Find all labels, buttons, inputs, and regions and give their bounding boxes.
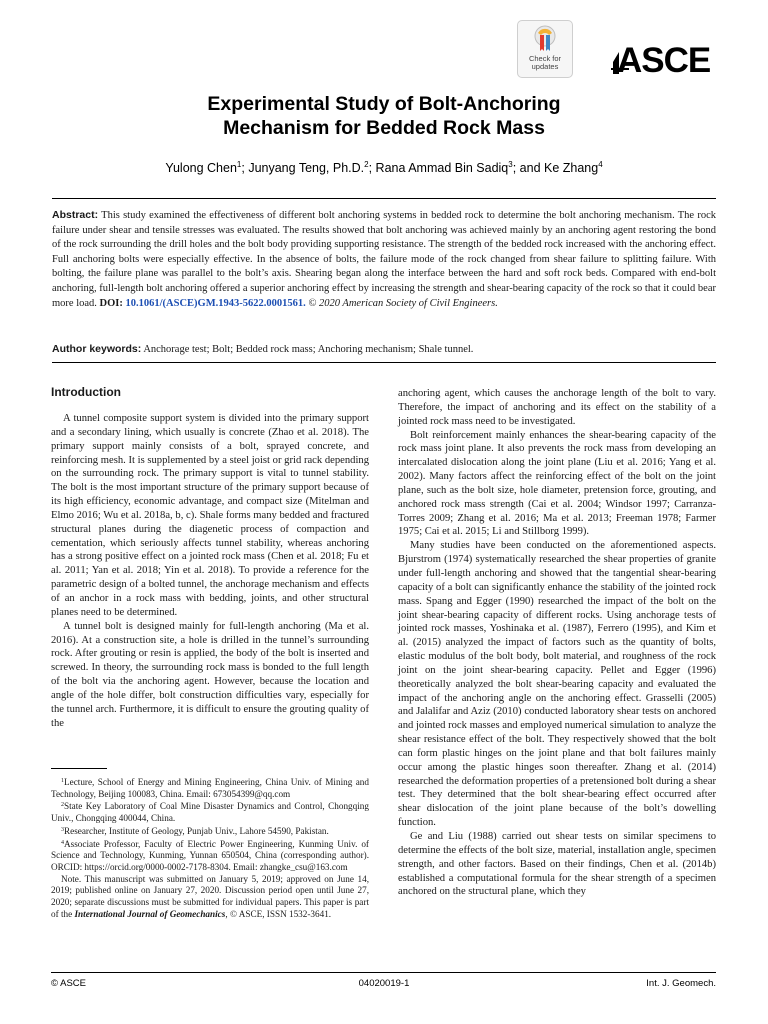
footnote-4: $^4$Associate Professor, Faculty of Electric Power Engineering, Kunming Univ. of Science and Technology, Kunming, Yunnan 650504, China (corresponding author). ORCID: https://orcid.org/0000-0002-7178-8304. Email: zhangke_csu@163.com [51, 838, 369, 872]
paragraph: A tunnel composite support system is divided into the primary support and a secondary lining, which usually is concrete (Zhao et al. 2018). The primary support mainly consists of a bolt, sprayed concrete, and reinforcing mesh. It is supplemented by a steel joist or grid rack depending on the surrounding rock. The primary support is vital to tunnel stability. The bolt is the most important structure of the primary support because of its high efficiency, economic advantage, and compact size (Mitelman and Elmo 2016; Wu et al. 2018a, b, c). Shale forms many bedded and fractured structural planes during the diagenetic process of compaction and cementation, which seriously affects tunnel stability, whereas anchoring has a strong positive effect on a jointed rock mass (Chen et al. 2018; Fu et al. 2011; Yan et al. 2018; Yin et al. 2018). To provide a reference for the parametric design of a bolted tunnel, the anchorage mechanism and effects of an anchor in a rock mass with bedding, joints, and other structural planes need to be determined. [51, 413, 369, 618]
keywords-bottom-rule [52, 362, 716, 363]
footnotes [51, 776, 369, 920]
author-list [84, 160, 684, 175]
author-affiliation-mark: 3 [508, 160, 513, 169]
author-name: Yulong Chen [165, 161, 237, 175]
footer-journal: Int. J. Geomech. [646, 978, 716, 989]
title-line-1: Experimental Study of Bolt-Anchoring [207, 93, 561, 115]
page-number: 04020019-1 [358, 978, 410, 989]
title-line-2: Mechanism for Bedded Rock Mass [223, 117, 545, 139]
footnote-2: $^2$State Key Laboratory of Coal Mine Disaster Dynamics and Control, Chongqing Univ., Chongqing 400044, China. [51, 801, 369, 824]
author-separator: ; [241, 161, 249, 175]
right-column [398, 387, 716, 899]
keywords-label: Author keywords: [52, 343, 142, 355]
paragraph: Many studies have been conducted on the aforementioned aspects. Bjurstrom (1974) systematically researched the shear properties of granite under full-length anchoring and showed that the tangential shear-bearing capacity of a bolt can significantly enhance the stability of the jointed rock mass. Spang and Egger (1990) researched the impact of the bolt on the joint shear-bearing capacity of different rocks. Using anchorage tests of jointed rock masses, Yoshinaka et al. (1987), Ferrero (1995), and Kim et al. (2015) analyzed the impact of factors such as the quantity of bolts, elastic modulus of the bolt body, bolt material, and roughness of the rock joint on the joint shear-bearing capacity. Pellet and Egger (1996) theoretically analyzed the bolt shear-bearing capacity and evaluated the impact of the anchoring angle on the anchoring effect. Grasselli (2005) and Jalalifar and Aziz (2010) conducted laboratory shear tests on anchored and jointed rock masses and employed numerical simulation to analyze the shear resistance effect of the bolt. They respectively showed that the bolt can form plastic hinges on the joint plane and that bolt failures mainly occur among the plastic hinges soon thereafter. Zhang et al. (2014) researched the deformation properties of a pretensioned bolt during a shear test. They determined that the bolt shear-bearing effect occurred after shear dislocation of the joint plane because of the bolt’s dowelling function. [398, 540, 716, 829]
crossmark-icon [533, 25, 557, 55]
abstract-top-rule [52, 198, 716, 199]
badge-line-2: updates [531, 62, 559, 71]
paragraph: anchoring agent, which causes the anchorage length of the bolt to vary. Therefore, the impact of anchoring and its effect on the stability of a jointed rock mass need to be investigated. [398, 388, 716, 427]
footnote-rule [51, 768, 107, 769]
author-name: Junyang Teng, Ph.D. [248, 161, 365, 175]
badge-line-1: Check for [528, 54, 562, 63]
paper-title [84, 92, 684, 140]
author-affiliation-mark: 4 [598, 160, 603, 169]
abstract [52, 208, 716, 311]
author-name: Ke Zhang [544, 161, 599, 175]
author-keywords [52, 342, 716, 357]
abstract-text: This study examined the effectiveness of different bolt anchoring systems in bedded rock to determine the bolt anchoring mechanism. The rock failure under shear and tensile stresses was evaluated. The results showed that bolt anchoring was achieved mainly by an anchoring agent restoring the bond of the rock surrounding the drill holes and the bolt body providing supporting resistance. The strength of the bedded rock increased with the anchoring effect. Full anchoring bolts were especially effective. In the absence of bolts, the failure mode of the rock changed from shear failure to splitting failure. With bolting, the failure plane was parallel to the bolt’s axis. Shearing began along the interface between the hard and soft rock beds. Compared with end-bolt anchoring, full-length bolt anchoring offered a superior anchoring effect by increasing the strength and shear-bearing capacity of the rock so that it could bear more load. [52, 210, 717, 309]
left-column [51, 385, 369, 730]
paragraph: Ge and Liu (1988) carried out shear tests on similar specimens to determine the effects of the bolt size, material, installation angle, specimen strength, and other factors. Based on their findings, Chen et al. (2014b) established a computational formula for the shear strength of a specimen anchored on the structural plane, which they [398, 831, 716, 898]
section-heading-introduction: Introduction [51, 385, 121, 399]
doi-label: DOI: [99, 297, 123, 309]
author-separator: ; and [512, 161, 544, 175]
footnote-1: $^1$Lecture, School of Energy and Mining Engineering, China Univ. of Mining and Technology, Beijing 100083, China. Email: 673054399@qq.com [51, 777, 369, 799]
manuscript-note: Note. This manuscript was submitted on January 5, 2019; approved on June 14, 2019; published online on January 27, 2020. Discussion period open until June 27, 2020; separate discussions must be submitted for individual papers. This paper is part of the International Journal of Geomechanics, © ASCE, ISSN 1532-3641. [51, 873, 369, 919]
author-affiliation-mark: 2 [364, 160, 369, 169]
paragraph: A tunnel bolt is designed mainly for full-length anchoring (Ma et al. 2016). At a construction site, a hole is drilled in the tunnel’s surrounding rock. After grouting or resin is applied, the body of the bolt is inserted and screwed. In theory, the surrounding rock mass is bonded to the full length of the bolt via the anchoring agent. However, because the location and angle of the hole differ, bolt construction difficulties vary, especially for the tunnel arch. Furthermore, it is difficult to ensure the grouting quality of the [51, 620, 369, 729]
footnote-3: $^3$Researcher, Institute of Geology, Punjab Univ., Lahore 54590, Pakistan. [61, 825, 329, 836]
footer-copyright: © ASCE [51, 978, 86, 989]
doi-link[interactable]: 10.1061/(ASCE)GM.1943-5622.0001561. [125, 297, 306, 309]
keywords-text: Anchorage test; Bolt; Bedded rock mass; Anchoring mechanism; Shale tunnel. [143, 344, 474, 355]
asce-logo [611, 42, 717, 80]
journal-name: International Journal of Geomechanics [74, 908, 226, 919]
paragraph: Bolt reinforcement mainly enhances the shear-bearing capacity of the rock mass joint plane. It also prevents the rock mass from developing an intercalated dislocation along the joint plane (Liu et al. 2016; Yang et al. 2002). Many factors affect the reinforcing effect of the bolt on the joint plane, such as the bolt size, hole diameter, pretension force, grouting, and anchored rock mass strength (Cai et al. 2004; Windsor 1997; Carranza-Torres 2009; Zhang et al. 2016; Ma et al. 2013; Freeman 1978; Farmer 1975; Cai et al. 2015; Li and Stillborg 1999). [398, 429, 716, 538]
asce-logo-text: ASCE [617, 41, 711, 80]
footer-rule [51, 972, 716, 973]
copyright-notice: © 2020 American Society of Civil Engineers. [308, 297, 498, 309]
author-affiliation-mark: 1 [236, 160, 242, 169]
abstract-label: Abstract: [52, 209, 99, 221]
author-separator: ; [368, 161, 376, 175]
author-name: Rana Ammad Bin Sadiq [375, 161, 509, 175]
check-for-updates-badge[interactable] [517, 20, 573, 78]
